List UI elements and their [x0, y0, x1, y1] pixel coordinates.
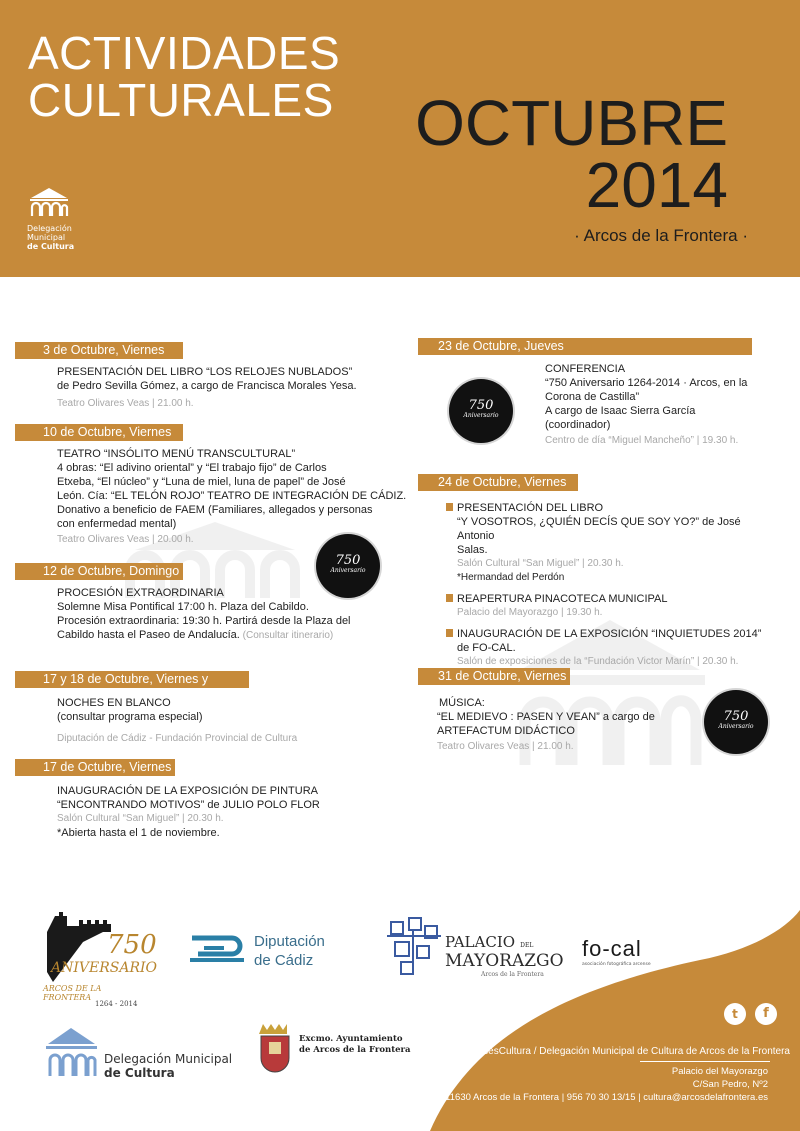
date-bar-oct-10: 10 de Octubre, Viernes	[15, 424, 183, 441]
event-oct-17	[57, 784, 320, 840]
event-line: “750 Aniversario 1264-2014 · Arcos, en la	[545, 377, 748, 389]
event-line: Etxeba, “El núcleo” y “Luna de miel, luna de papel” de José	[57, 476, 346, 488]
diputacion-icon	[190, 932, 246, 966]
event-line: 4 obras: “El adivino oriental” y “El trabajo fijo” de Carlos	[57, 462, 327, 474]
event-line: “ENCONTRANDO MOTIVOS” de JULIO POLO FLOR	[57, 799, 320, 811]
event-title: REAPERTURA PINACOTECA MUNICIPAL	[457, 593, 668, 605]
palacio-text-1: PALACIO	[445, 933, 516, 951]
event-line: NOCHES EN BLANCO	[57, 697, 171, 709]
delegacion-footer-text-2: de Cultura	[104, 1066, 175, 1080]
delegacion-footer-text-1: Delegación Municipal	[104, 1052, 233, 1066]
event-line: Corona de Castilla”	[545, 391, 640, 403]
event-line: Solemne Misa Pontifical 17:00 h. Plaza del Cabildo.	[57, 601, 309, 613]
facebook-icon[interactable]: f	[755, 1003, 777, 1025]
title-line-1: ACTIVIDADES	[28, 27, 341, 79]
event-oct-31	[437, 696, 655, 754]
event-title: PRESENTACIÓN DEL LIBRO	[457, 502, 604, 514]
date-bar-oct-23: 23 de Octubre, Jueves	[418, 338, 752, 355]
badge-number: 750	[468, 398, 494, 413]
ayuntamiento-text-1: Excmo. Ayuntamiento	[299, 1034, 403, 1044]
ayuntamiento-logo	[257, 1022, 411, 1080]
aniversario-number: 750	[107, 930, 157, 960]
event-title: INAUGURACIÓN DE LA EXPOSICIÓN “INQUIETUDES 2014”	[457, 628, 762, 640]
focal-sub: asociación fotográfica arcense	[582, 962, 651, 967]
badge-number: 750	[335, 553, 361, 568]
date-bar-oct-31: 31 de Octubre, Viernes	[418, 668, 570, 685]
badge-text: Aniversario	[718, 723, 754, 730]
aniversario-badge-2	[449, 379, 513, 443]
event-line: Cabildo hasta el Paseo de Andalucía.	[57, 629, 240, 641]
date-bar-oct-3: 3 de Octubre, Viernes	[15, 342, 183, 359]
event-oct-10	[57, 447, 406, 547]
footer-address-2: C/San Pedro, Nº2	[692, 1079, 768, 1090]
event-oct-3	[57, 365, 357, 411]
badge-text: Aniversario	[463, 412, 499, 419]
footer-social: @ArcosesCultura / Delegación Municipal de Cultura de Arcos de la Frontera	[452, 1046, 790, 1057]
aniversario-word: ANIVERSARIO	[51, 960, 158, 976]
footer-address-3: 11630 Arcos de la Frontera | 956 70 30 13/15 | cultura@arcosdelafrontera.es	[445, 1092, 768, 1103]
itinerary-note: (Consultar itinerario)	[239, 630, 334, 641]
diputacion-text-2: de Cádiz	[254, 952, 314, 969]
event-venue: Salón de exposiciones de la “Fundación Victor Marín” | 20.30 h.	[457, 656, 739, 667]
event-venue: Diputación de Cádiz - Fundación Provincial de Cultura	[57, 733, 298, 744]
delegacion-text-1: Delegación	[27, 224, 72, 233]
event-line: MÚSICA:	[439, 697, 485, 709]
bullet-square-icon	[446, 594, 453, 602]
delegacion-text-3: de Cultura	[27, 242, 75, 251]
event-line: (coordinador)	[545, 419, 611, 431]
event-venue: Salón Cultural “San Miguel” | 20.30 h.	[57, 813, 224, 824]
page-title	[28, 27, 341, 126]
event-venue: Teatro Olivares Veas | 21.00 h.	[437, 741, 574, 752]
footer-divider	[640, 1061, 770, 1062]
event-line: (consultar programa especial)	[57, 711, 203, 723]
event-line: CONFERENCIA	[545, 363, 626, 375]
diputacion-text-1: Diputación	[254, 933, 325, 950]
year-label: 2014	[585, 149, 728, 221]
date-bar-oct-17: 17 de Octubre, Viernes	[15, 759, 175, 776]
badge-number: 750	[723, 709, 749, 724]
aniversario-badge-3	[704, 690, 768, 754]
building-icon	[27, 186, 71, 218]
event-line: con enfermedad mental)	[57, 518, 177, 530]
event-line: Procesión extraordinaria: 19:30 h. Partirá desde la Plaza del	[57, 615, 351, 627]
palacio-sub: Arcos de la Frontera	[481, 971, 544, 978]
month-year	[415, 87, 728, 221]
event-venue: Salón Cultural “San Miguel” | 20.30 h.	[457, 558, 624, 569]
date-bar-oct-17-18: 17 y 18 de Octubre, Viernes y Sábado	[15, 671, 249, 688]
event-oct-23	[545, 362, 747, 448]
palacio-text-del: DEL	[520, 942, 534, 949]
title-line-2: CULTURALES	[28, 74, 334, 126]
event-note: *Hermandad del Perdón	[457, 572, 565, 583]
event-line: INAUGURACIÓN DE LA EXPOSICIÓN DE PINTURA	[57, 785, 318, 797]
location-subtitle: · Arcos de la Frontera ·	[574, 226, 748, 245]
bullet-square-icon	[446, 629, 453, 637]
focal-logo	[582, 936, 651, 967]
event-oct-24	[446, 501, 776, 669]
ayuntamiento-text-2: de Arcos de la Frontera	[299, 1045, 411, 1055]
month-label: OCTUBRE	[415, 87, 728, 159]
diputacion-logo	[190, 932, 325, 970]
event-line: A cargo de Isaac Sierra García	[545, 405, 696, 417]
event-venue: Centro de día “Miguel Mancheño” | 19.30 h.	[545, 435, 739, 446]
event-line: ARTEFACTUM DIDÁCTICO	[437, 725, 575, 737]
palacio-text-2: MAYORAZGO	[445, 951, 564, 971]
event-note: *Abierta hasta el 1 de noviembre.	[57, 827, 220, 839]
event-venue: Teatro Olivares Veas | 20.00 h.	[57, 534, 194, 545]
delegacion-text-2: Municipal	[27, 233, 66, 242]
footer	[0, 880, 800, 1131]
aniversario-years: 1264 - 2014	[95, 1000, 138, 1008]
palacio-logo	[385, 916, 564, 982]
event-venue: Palacio del Mayorazgo | 19.30 h.	[457, 607, 603, 618]
date-bar-oct-12: 12 de Octubre, Domingo	[15, 563, 183, 580]
delegacion-logo-header	[27, 186, 74, 251]
badge-text: Aniversario	[330, 567, 366, 574]
event-venue: Teatro Olivares Veas | 21.00 h.	[57, 398, 194, 409]
event-oct-12	[57, 586, 351, 643]
palacio-icon	[385, 916, 443, 978]
date-bar-oct-24: 24 de Octubre, Viernes	[418, 474, 578, 491]
event-line: de FO-CAL.	[457, 642, 516, 654]
focal-name: fo-cal	[582, 936, 642, 961]
event-line: PRESENTACIÓN DEL LIBRO “LOS RELOJES NUBLADOS”	[57, 366, 353, 378]
bullet-square-icon	[446, 503, 453, 511]
twitter-icon[interactable]: t	[724, 1003, 746, 1025]
event-line: “Y VOSOTROS, ¿QUIÉN DECÍS QUE SOY YO?” de José Antonio	[457, 516, 741, 542]
building-icon	[44, 1026, 99, 1078]
event-line: TEATRO “INSÓLITO MENÚ TRANSCULTURAL”	[57, 448, 296, 460]
event-line: León. Cía: “EL TELÓN ROJO” TEATRO DE INTEGRACIÓN DE CÁDIZ.	[57, 490, 407, 502]
delegacion-logo-footer	[44, 1026, 233, 1082]
event-line: PROCESIÓN EXTRAORDINARIA	[57, 587, 224, 599]
footer-address-1: Palacio del Mayorazgo	[671, 1066, 768, 1077]
event-line: Donativo a beneficio de FAEM (Familiares, allegados y personas	[57, 504, 373, 516]
event-noches-blanco	[57, 696, 297, 746]
aniversario-place: ARCOS DE LA FRONTERA	[43, 984, 102, 1002]
event-line: de Pedro Sevilla Gómez, a cargo de Francisca Morales Yesa.	[57, 380, 357, 392]
aniversario-logo	[25, 908, 158, 1018]
event-line: Salas.	[457, 544, 488, 556]
coat-of-arms-icon	[257, 1022, 293, 1076]
header-band	[0, 0, 800, 277]
event-line: “EL MEDIEVO : PASEN Y VEAN” a cargo de	[437, 711, 655, 723]
